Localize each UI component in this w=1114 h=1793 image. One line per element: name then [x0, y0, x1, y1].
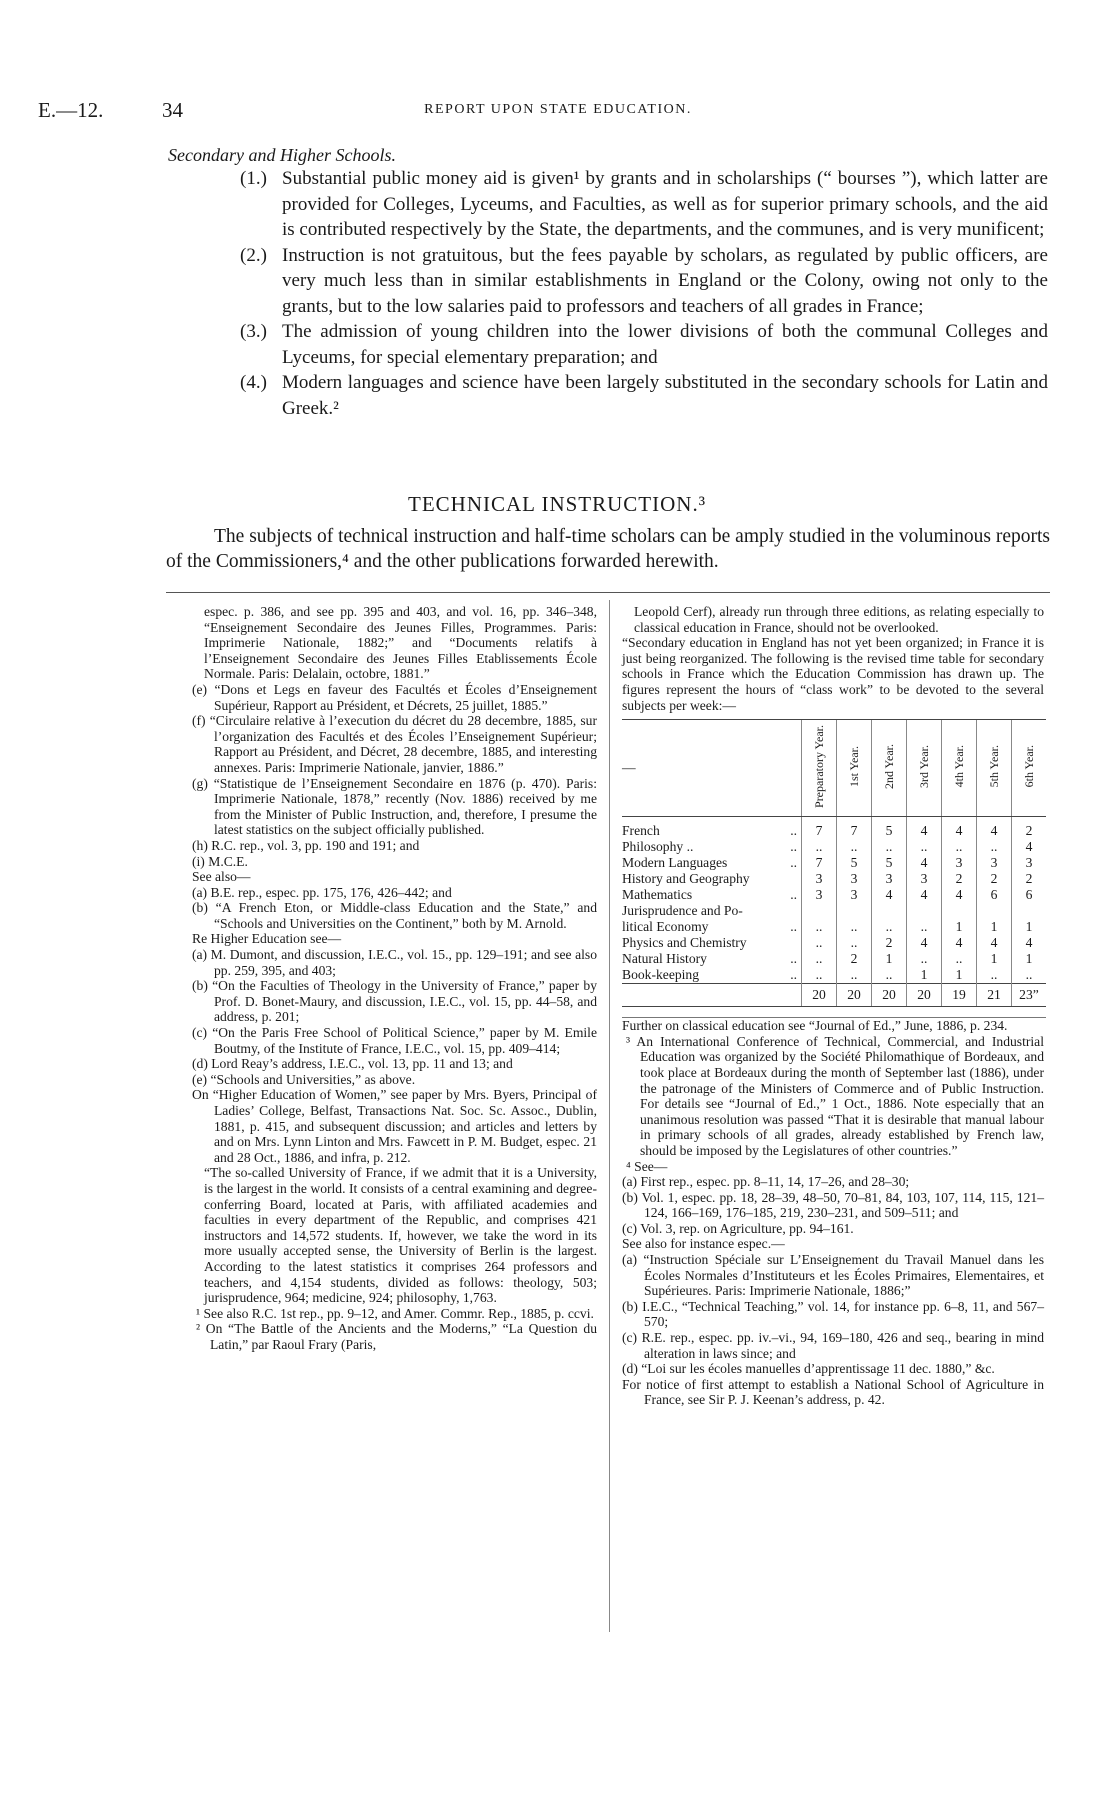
subject-cell [622, 967, 802, 984]
hours-cell: .. [802, 967, 837, 984]
hours-cell: .. [942, 839, 977, 855]
footnote-paragraph: (d) Lord Reay’s address, I.E.C., vol. 13, pp. 11 and 13; and [192, 1056, 513, 1072]
hours-cell: .. [837, 919, 872, 935]
footnote-paragraph: (h) R.C. rep., vol. 3, pp. 190 and 191; and [192, 837, 420, 853]
footnote-paragraph: (a) M. Dumont, and discussion, I.E.C., vol. 15., pp. 129–191; and see also pp. 259, 395, and 403; [192, 947, 597, 978]
secondary-section [168, 144, 1048, 421]
time-table-totals [622, 984, 1046, 1007]
table-row [622, 871, 1046, 887]
hours-cell: 2 [872, 935, 907, 951]
hours-cell: 4 [942, 887, 977, 903]
hours-cell: .. [837, 935, 872, 951]
hours-cell: 1 [872, 951, 907, 967]
leader-dots: .. [790, 951, 797, 967]
hours-cell: 2 [942, 871, 977, 887]
hours-cell: 4 [907, 887, 942, 903]
footnote-paragraph: Leopold Cerf), already run through three editions, as relating especially to classical education in France, should not be overlooked. [634, 604, 1044, 635]
hours-cell: 1 [942, 919, 977, 935]
hours-cell: .. [802, 839, 837, 855]
year-header [907, 720, 942, 817]
subject-cell [622, 855, 802, 871]
hours-cell: 1 [977, 919, 1012, 935]
footnote-paragraph: ¹ See also R.C. 1st rep., pp. 9–12, and Amer. Commr. Rep., 1885, p. ccvi. [196, 1305, 594, 1321]
hours-cell: 5 [837, 855, 872, 871]
hours-cell: .. [907, 919, 942, 935]
hours-cell: 4 [1012, 935, 1047, 951]
hours-cell: 7 [802, 817, 837, 840]
hours-cell: 4 [1012, 839, 1047, 855]
subject-cell [622, 951, 802, 967]
hours-cell: 3 [802, 887, 837, 903]
subject-header: — [622, 720, 802, 817]
subject-cell [622, 919, 802, 935]
table-row [622, 839, 1046, 855]
footnotes-left-column [192, 604, 597, 1353]
year-header [1012, 720, 1047, 817]
footnote-paragraph: Re Higher Education see— [192, 931, 342, 947]
leader-dots: .. [790, 839, 797, 855]
footnote-paragraph: ⁴ See— [626, 1158, 668, 1174]
footnote-paragraph: Further on classical education see “Journal of Ed.,” June, 1886, p. 234. [622, 1018, 1008, 1034]
year-label: 2nd Year. [881, 743, 896, 789]
table-row [622, 887, 1046, 903]
hours-cell: 3 [837, 871, 872, 887]
year-label: Preparatory Year. [811, 724, 826, 808]
hours-cell: 3 [1012, 855, 1047, 871]
hours-cell: .. [977, 839, 1012, 855]
numbered-item [168, 370, 1048, 421]
hours-cell: 3 [872, 871, 907, 887]
footnote-paragraph: (f) “Circulaire relative à l’execution du décret du 28 decembre, 1885, sur l’organization des Facultés et des Écoles l’Enseignement Supérieur; Rapport au Président, and Décret, 28 decembre, 1885, and interesting annexes. Paris: Imprimerie Nationale, janvier, 1886.” [192, 713, 597, 775]
right-intro [622, 604, 1044, 713]
year-label: 3rd Year. [916, 744, 931, 788]
report-code: E.—12. [38, 98, 104, 122]
subject-cell [622, 871, 802, 887]
hours-cell: 2 [837, 951, 872, 967]
subject-cell [622, 903, 802, 919]
hours-cell: 1 [1012, 951, 1047, 967]
hours-cell: 4 [907, 817, 942, 840]
totals-label [622, 984, 802, 1007]
time-table-header [622, 720, 1046, 817]
hours-cell: 4 [942, 817, 977, 840]
footnote-paragraph: (c) Vol. 3, rep. on Agriculture, pp. 94–161. [622, 1220, 854, 1236]
total-cell: 20 [802, 984, 837, 1007]
footnote-paragraph: (e) “Dons et Legs en faveur des Facultés et Écoles d’Enseignement Supérieur, Rapport au Président, et Décrets, 25 juillet, 1885.” [192, 681, 597, 713]
footnote-paragraph: (g) “Statistique de l’Enseignement Secondaire en 1876 (p. 470). Paris: Imprimerie Nationale, 1878,” recently (Nov. 1886) received by me from the Minister of Public Instruction, and, therefore, I presume the latest statistics on the subject officially published. [192, 775, 597, 838]
hours-cell: 4 [942, 935, 977, 951]
hours-cell: .. [802, 935, 837, 951]
total-cell: 21 [977, 984, 1012, 1007]
table-row [622, 967, 1046, 984]
hours-cell: 7 [837, 817, 872, 840]
item-number: (1.) [240, 168, 267, 189]
subject-cell [622, 817, 802, 840]
year-label: 4th Year. [951, 745, 966, 788]
footnote-paragraph: (c) R.E. rep., espec. pp. iv.–vi., 94, 169–180, 426 and seq., bearing in mind alteration in laws since; and [622, 1330, 1044, 1361]
hours-cell: .. [977, 967, 1012, 984]
table-row [622, 951, 1046, 967]
hours-cell: 2 [977, 871, 1012, 887]
leader-dots: .. [790, 919, 797, 935]
hours-cell: 3 [837, 887, 872, 903]
footnote-paragraph: espec. p. 386, and see pp. 395 and 403, and vol. 16, pp. 346–348, “Enseignement Secondaire des Jeunes Filles, Programmes. Paris: Imprimerie Nationale, 1882;” and “Documents relatifs à l’Enseignement Secondaire des Jeunes Filles Etablissements École Normale. Paris: Delalain, octobre, 1881.” [204, 604, 597, 682]
leader-dots: .. [790, 967, 797, 983]
year-header [872, 720, 907, 817]
footnote-paragraph: (a) B.E. rep., espec. pp. 175, 176, 426–442; and [192, 884, 452, 900]
item-text: Modern languages and science have been largely substituted in the secondary schools for Latin and Greek.² [282, 372, 1048, 419]
hours-cell: 1 [977, 951, 1012, 967]
right-notes [622, 1018, 1044, 1408]
hours-cell: .. [872, 839, 907, 855]
hours-cell: 3 [802, 871, 837, 887]
hours-cell [872, 903, 907, 919]
hours-cell: 4 [977, 817, 1012, 840]
total-cell: 20 [907, 984, 942, 1007]
hours-cell: .. [907, 951, 942, 967]
table-row [622, 935, 1046, 951]
footnote-paragraph: ² On “The Battle of the Ancients and the Moderns,” “La Question du Latin,” par Raoul Frary (Paris, [196, 1321, 597, 1352]
hours-cell: 3 [942, 855, 977, 871]
hours-cell: .. [802, 951, 837, 967]
hours-cell: .. [872, 967, 907, 984]
hours-cell [907, 903, 942, 919]
footnote-paragraph: (c) “On the Paris Free School of Political Science,” paper by M. Emile Boutmy, of the Institute of France, I.E.C., vol. 15, pp. 409–414; [192, 1025, 597, 1056]
hours-cell [977, 903, 1012, 919]
hours-cell [1012, 903, 1047, 919]
subject-name: litical Economy [622, 919, 709, 935]
footnote-paragraph: (a) “Instruction Spéciale sur L’Enseignement du Travail Manuel dans les Écoles Normales d’Instituteurs et les Écoles Primaires, Elementaires, et Supérieures. Paris: Imprimerie Nationale, 1886;” [622, 1252, 1044, 1299]
subject-cell [622, 887, 802, 903]
year-header [977, 720, 1012, 817]
year-label: 5th Year. [986, 745, 1001, 788]
hours-cell: 5 [872, 817, 907, 840]
section-heading: Secondary and Higher Schools. [168, 145, 396, 165]
hours-cell: .. [942, 951, 977, 967]
subject-name: Philosophy .. [622, 839, 694, 855]
technical-heading: TECHNICAL INSTRUCTION.³ [408, 492, 706, 516]
total-cell: 23” [1012, 984, 1047, 1007]
item-number: (4.) [240, 372, 267, 393]
table-row [622, 903, 1046, 919]
table-row [622, 919, 1046, 935]
hours-cell: .. [837, 839, 872, 855]
item-number: (2.) [240, 244, 267, 266]
total-cell: 20 [837, 984, 872, 1007]
hours-cell: 3 [977, 855, 1012, 871]
numbered-item [168, 319, 1048, 370]
footnote-paragraph: (b) I.E.C., “Technical Teaching,” vol. 14, for instance pp. 6–8, 11, and 567–570; [622, 1298, 1044, 1330]
item-text: Substantial public money aid is given¹ by grants and in scholarships (“ bourses ”), which latter are provided for Colleges, Lyceums, and Faculties, as well as for superior primary schools, and the aid is contributed respectively by the State, the departments, and the communes, and is very munificent; [282, 168, 1048, 240]
leader-dots: .. [790, 887, 797, 903]
footnote-paragraph: “Secondary education in England has not yet been organized; in France it is just being reorganized. The following is the revised time table for secondary schools in France which the Education Commission has drawn up. The figures represent the hours of “class work” to be devoted to the several subjects per week:— [622, 635, 1044, 713]
subject-cell [622, 935, 802, 951]
hours-cell: 1 [907, 967, 942, 984]
item-number: (3.) [240, 321, 267, 342]
hours-cell: 1 [1012, 919, 1047, 935]
total-cell: 19 [942, 984, 977, 1007]
subject-name: French [622, 823, 660, 839]
footnote-divider [166, 592, 1050, 593]
hours-cell: 7 [802, 855, 837, 871]
footnote-paragraph: (a) First rep., espec. pp. 8–11, 14, 17–26, and 28–30; [622, 1174, 910, 1190]
hours-cell: 3 [907, 871, 942, 887]
numbered-item [168, 243, 1048, 320]
hours-cell: 4 [907, 855, 942, 871]
hours-cell [802, 903, 837, 919]
table-row [622, 817, 1046, 840]
footnote-paragraph: (b) “On the Faculties of Theology in the University of France,” paper by Prof. D. Bonet-Maury, and discussion, I.E.C., vol. 15, pp. 44–58, and address, p. 201; [192, 978, 597, 1025]
subject-name: Modern Languages [622, 855, 728, 871]
footnote-paragraph: (d) “Loi sur les écoles manuelles d’apprentissage 11 dec. 1880,” &c. [622, 1361, 995, 1377]
hours-cell: 4 [977, 935, 1012, 951]
hours-cell: .. [872, 919, 907, 935]
time-table-body [622, 817, 1046, 984]
hours-cell: 4 [872, 887, 907, 903]
leader-dots: .. [790, 823, 797, 839]
subject-cell [622, 839, 802, 855]
numbered-item [168, 166, 1048, 243]
subject-name: Book-keeping [622, 967, 700, 983]
footnotes-right-column [622, 604, 1044, 1408]
footnote-paragraph: (e) “Schools and Universities,” as above. [192, 1071, 416, 1087]
running-title: REPORT UPON STATE EDUCATION. [424, 102, 692, 117]
footnote-paragraph: See also for instance espec.— [622, 1236, 785, 1252]
total-cell: 20 [872, 984, 907, 1007]
footnote-paragraph: ³ An International Conference of Technical, Commercial, and Industrial Education was organized by the Société Philomathique of Bordeaux, and took place at Bordeaux during the month of September last (1886), under the patronage of the Ministers of Commerce and of Public Instruction. For details see “Journal of Ed.,” 1 Oct., 1886. Note especially that an unanimous resolution was passed “That it is desirable that manual labour in primary schools of all grades, already established by French law, should be imposed by the Legislatures of other countries.” [626, 1033, 1044, 1158]
page-header [38, 98, 1078, 124]
footnote-paragraph: For notice of first attempt to establish a National School of Agriculture in France, see Sir P. J. Keenan’s address, p. 42. [622, 1376, 1044, 1408]
hours-cell: .. [1012, 967, 1047, 984]
time-table [622, 719, 1046, 1007]
subject-name: History and Geography [622, 871, 750, 887]
hours-cell [942, 903, 977, 919]
item-text: The admission of young children into the lower divisions of both the communal Colleges and Lyceums, for special elementary preparation; and [282, 321, 1048, 368]
hours-cell: 6 [977, 887, 1012, 903]
page-number: 34 [162, 98, 183, 122]
footnote-paragraph: (b) Vol. 1, espec. pp. 18, 28–39, 48–50, 70–81, 84, 103, 107, 114, 115, 121–124, 166–169, 176–185, 219, 230–231, and 509–511; and [622, 1189, 1044, 1221]
secondary-items [168, 166, 1048, 421]
hours-cell: .. [837, 967, 872, 984]
hours-cell: .. [907, 839, 942, 855]
subject-name: Physics and Chemistry [622, 935, 747, 951]
footnote-paragraph: “The so-called University of France, if we admit that it is a University, is the largest in the world. It consists of a central examining and degree-conferring Board, located at Paris, with affiliated academies and faculties in every department of the Republic, and comprises 421 instructors and 14,572 students. If, however, we take the word in its more usually accepted sense, the University of Berlin is the largest. According to the latest statistics it comprises 264 professors and teachers, and 4,154 students, divided as follows: theology, 503; jurisprudence, 964; medicine, 924; philosophy, 1,763. [204, 1165, 597, 1306]
footnote-paragraph: See also— [192, 869, 251, 885]
footnote-paragraph: (i) M.C.E. [192, 853, 248, 869]
hours-cell: 4 [907, 935, 942, 951]
hours-cell: .. [802, 919, 837, 935]
hours-cell: 6 [1012, 887, 1047, 903]
year-label: 1st Year. [846, 745, 861, 787]
subject-name: Mathematics [622, 887, 693, 903]
year-label: 6th Year. [1021, 745, 1036, 788]
hours-cell: 1 [942, 967, 977, 984]
hours-cell: 2 [1012, 871, 1047, 887]
table-row [622, 855, 1046, 871]
year-header [942, 720, 977, 817]
hours-cell: 2 [1012, 817, 1047, 840]
item-text: Instruction is not gratuitous, but the fees payable by scholars, as regulated by public officers, are very much less than in similar establishments in England or the Colony, owing not only to the grants, but to the low salaries paid to professors and teachers of all grades in France; [282, 244, 1048, 317]
leader-dots: .. [790, 855, 797, 871]
footnote-paragraph: (b) “A French Eton, or Middle-class Education and the State,” and “Schools and Universities on the Continent,” both by M. Arnold. [192, 900, 597, 931]
technical-paragraph: The subjects of technical instruction and half-time scholars can be amply studied in the voluminous reports of the Commissioners,⁴ and the other publications forwarded herewith. [166, 526, 1050, 572]
subject-name: Jurisprudence and Po- [622, 903, 743, 919]
year-header [802, 720, 837, 817]
year-header [837, 720, 872, 817]
footnote-paragraph: On “Higher Education of Women,” see paper by Mrs. Byers, Principal of Ladies’ College, Belfast, Transactions Nat. Soc. Sc. Assoc., Dublin, 1881, p. 415, and subsequent discussion; and articles and letters by and on Mrs. Lynn Linton and Mrs. Fawcett in P. M. Budget, espec. 21 and 28 Oct., 1886, and infra, p. 212. [192, 1087, 597, 1165]
hours-cell [837, 903, 872, 919]
hours-cell: 5 [872, 855, 907, 871]
subject-name: Natural History [622, 951, 707, 967]
column-divider [609, 600, 610, 1632]
